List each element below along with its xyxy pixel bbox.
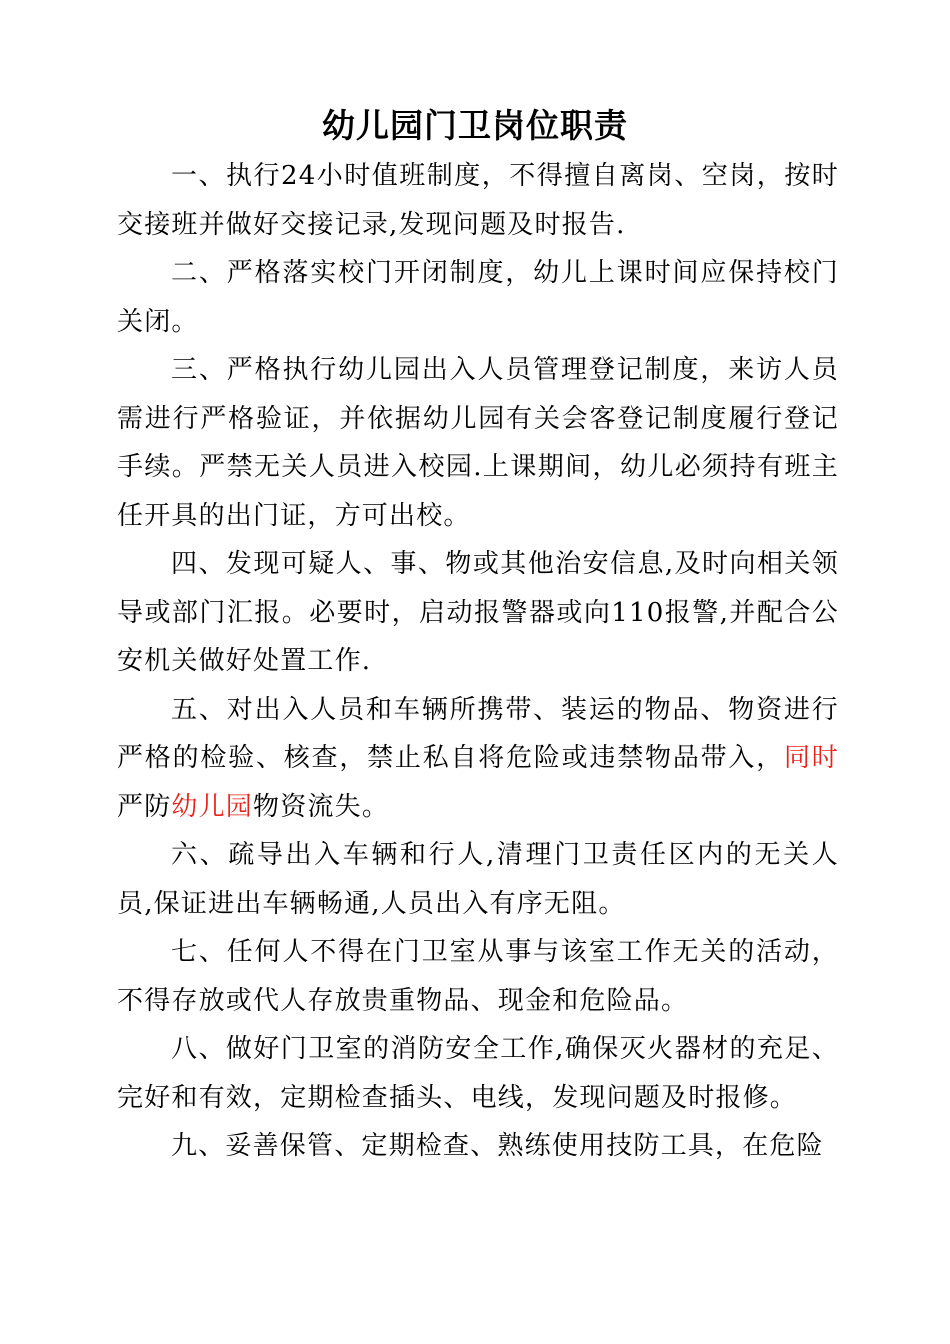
paragraph-2: 二、严格落实校门开闭制度，幼儿上课时间应保持校门关闭。 bbox=[117, 258, 839, 337]
paragraph-5-text-2: 严防 bbox=[117, 791, 172, 822]
paragraph-7: 七、任何人不得在门卫室从事与该室工作无关的活动，不得存放或代人存放贵重物品、现金和危险品。 bbox=[117, 937, 839, 1016]
paragraph-5-highlight-2: 幼儿园 bbox=[171, 791, 254, 822]
paragraph-6: 六、疏导出入车辆和行人,清理门卫责任区内的无关人员,保证进出车辆畅通,人员出入有序无阻。 bbox=[117, 840, 839, 919]
paragraph-5-highlight-1: 同时 bbox=[784, 743, 839, 773]
document-title: 幼儿园门卫岗位职责 bbox=[322, 106, 628, 145]
paragraph-8: 八、做好门卫室的消防安全工作,确保灭火器材的充足、完好和有效，定期检查插头、电线，发现问题及时报修。 bbox=[117, 1034, 839, 1113]
paragraph-5-text-1: 五、对出入人员和车辆所携带、装运的物品、物资进行严格的检验、核查，禁止私自将危险或违禁物品带入， bbox=[117, 694, 839, 773]
paragraph-9: 九、妥善保管、定期检查、熟练使用技防工具，在危险 bbox=[171, 1131, 824, 1161]
paragraph-5-text-3: 物资流失。 bbox=[253, 791, 390, 822]
paragraph-4: 四、发现可疑人、事、物或其他治安信息,及时向相关领导或部门汇报。必要时，启动报警器或向110报警,并配合公安机关做好处置工作. bbox=[117, 549, 839, 676]
document-body bbox=[117, 152, 839, 1171]
paragraph-1: 一、执行24小时值班制度，不得擅自离岗、空岗，按时交接班并做好交接记录,发现问题及时报告. bbox=[117, 161, 839, 240]
paragraph-5 bbox=[117, 686, 839, 832]
paragraph-3: 三、严格执行幼儿园出入人员管理登记制度，来访人员需进行严格验证，并依据幼儿园有关会客登记制度履行登记手续。严禁无关人员进入校园.上课期间，幼儿必须持有班主任开具的出门证，方可出校。 bbox=[117, 355, 839, 531]
